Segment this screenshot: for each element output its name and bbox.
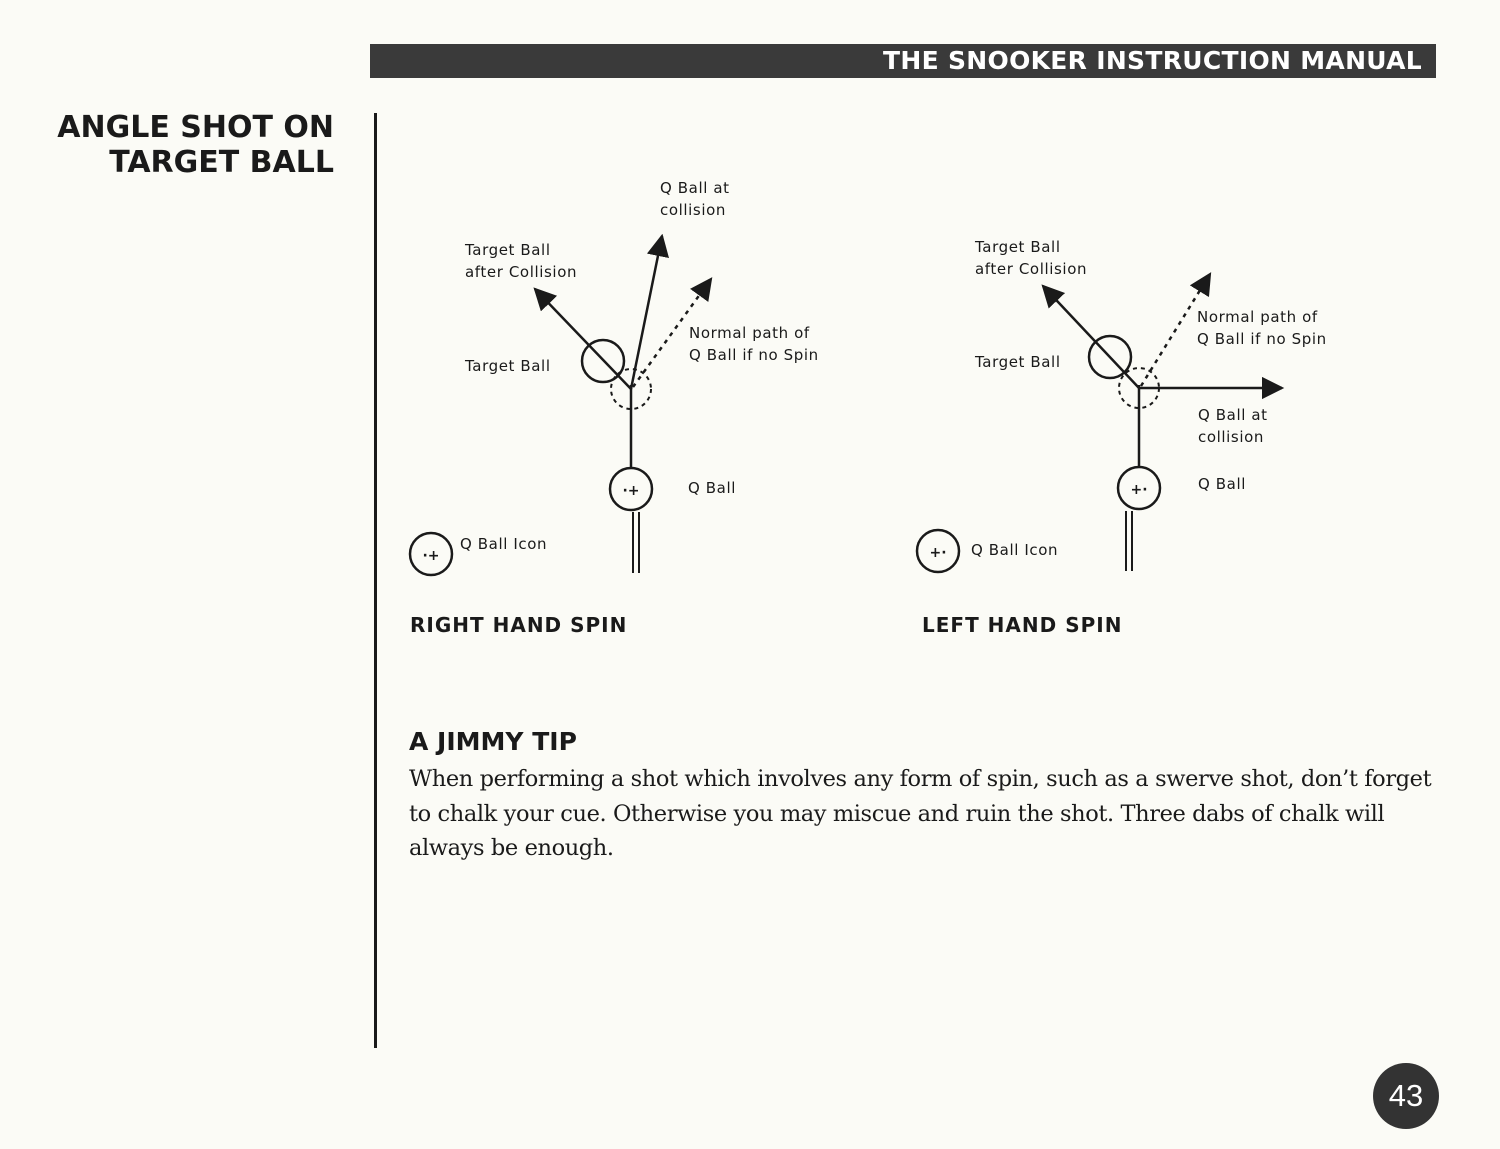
- right-normal-path-line1: Normal path of: [689, 324, 810, 342]
- left-normal-path-line1: Normal path of: [1197, 308, 1318, 326]
- left-spin-marker-icon: +·: [1130, 482, 1148, 498]
- right-q-ball-icon-label: Q Ball Icon: [460, 535, 548, 553]
- right-icon-spin-marker: ·+: [422, 548, 440, 564]
- left-q-ball-label: Q Ball: [1198, 475, 1246, 493]
- right-normal-path-line2: Q Ball if no Spin: [689, 346, 819, 364]
- right-normal-path-label: [689, 322, 819, 366]
- left-target-after-line1: Target Ball: [975, 238, 1061, 256]
- right-q-ball-label: Q Ball: [688, 479, 736, 497]
- left-normal-path-label: [1197, 306, 1327, 350]
- tip-heading: A JIMMY TIP: [409, 727, 577, 756]
- right-spin-marker-icon: ·+: [622, 483, 640, 499]
- right-q-ball-at-collision-label: [660, 177, 730, 221]
- section-title-line1: ANGLE SHOT ON: [57, 110, 334, 145]
- page-number-badge: 43: [1373, 1063, 1439, 1129]
- tip-body: When performing a shot which involves any form of spin, such as a swerve shot, don’t forget to chalk your cue. Otherwise you may miscue and ruin the shot. Three dabs of chalk will always be enough.: [409, 766, 1432, 861]
- left-target-after-line2: after Collision: [975, 260, 1088, 278]
- left-q-ball-at-collision-label: [1198, 404, 1268, 448]
- left-normal-path-line2: Q Ball if no Spin: [1197, 330, 1327, 348]
- left-q-ball-icon-label: Q Ball Icon: [971, 541, 1059, 559]
- manual-title: THE SNOOKER INSTRUCTION MANUAL: [883, 46, 1422, 75]
- left-q-ball-at-collision-line1: Q Ball at: [1198, 406, 1268, 424]
- right-q-ball-at-collision-line1: Q Ball at: [660, 179, 730, 197]
- left-icon-spin-marker: +·: [929, 545, 947, 561]
- left-target-after-label: [975, 236, 1087, 280]
- left-hand-spin-caption: LEFT HAND SPIN: [922, 613, 1123, 637]
- right-target-after-line2: after Collision: [465, 263, 578, 281]
- right-spin-diagram: [410, 236, 711, 575]
- right-q-ball-collision-path: [631, 236, 662, 389]
- right-target-after-label: [465, 239, 577, 283]
- left-q-ball-at-collision-line2: collision: [1198, 428, 1264, 446]
- right-q-ball-at-collision-line2: collision: [660, 201, 726, 219]
- right-target-ball-label: Target Ball: [465, 357, 551, 375]
- right-target-after-line1: Target Ball: [465, 241, 551, 259]
- right-hand-spin-caption: RIGHT HAND SPIN: [410, 613, 628, 637]
- section-title-line2: TARGET BALL: [109, 145, 334, 180]
- left-target-ball-label: Target Ball: [975, 353, 1061, 371]
